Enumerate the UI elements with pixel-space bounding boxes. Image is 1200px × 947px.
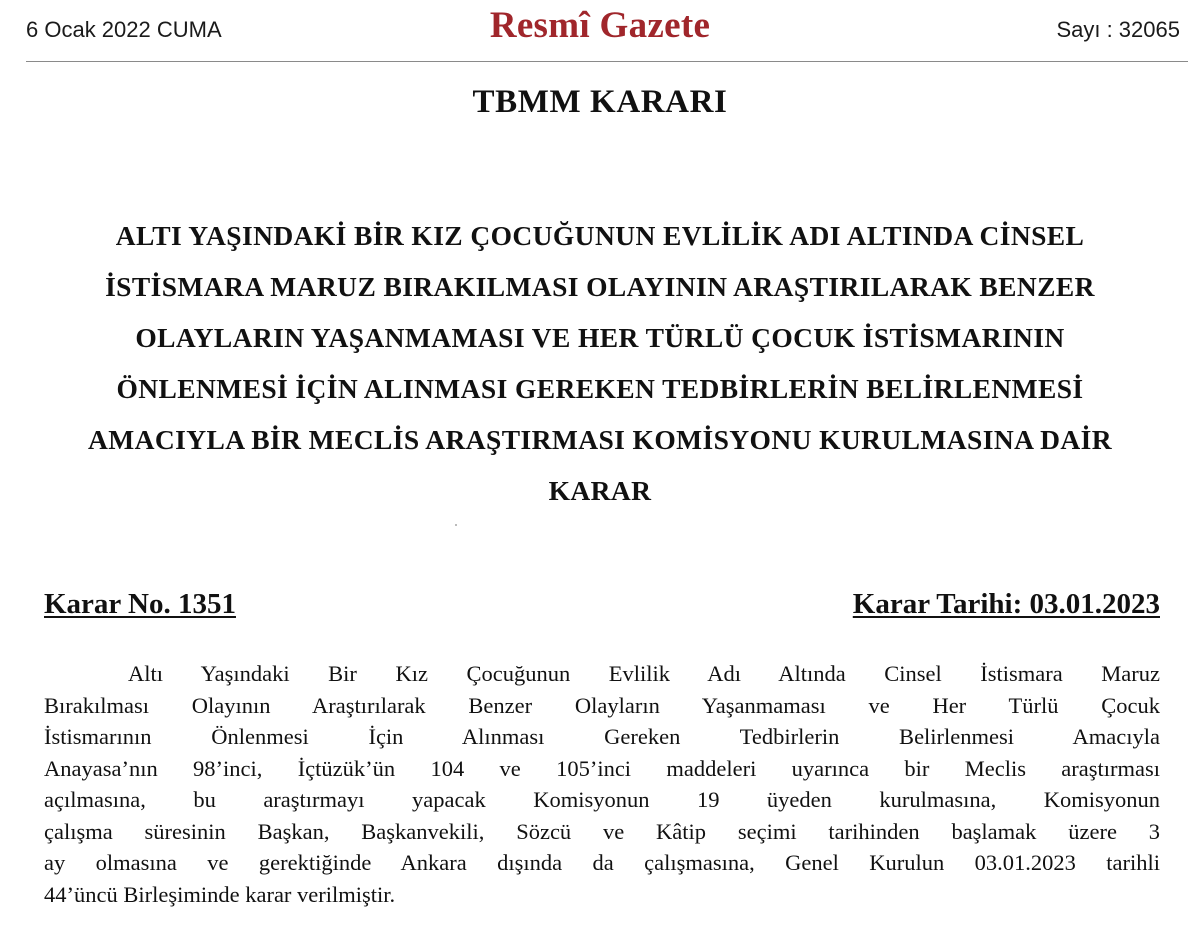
body-line: 44’üncü Birleşiminde karar verilmiştir. [44,881,396,907]
decision-title [40,210,1160,516]
header-divider [26,61,1188,62]
body-line: ay olmasına ve gerektiğinde Ankara dışında da çalışmasına, Genel Kurulun 03.01.2023 tarihli [44,850,1160,875]
decision-number: Karar No. 1351 [44,588,236,620]
body-line: Anayasa’nın 98’inci, İçtüzük’ün 104 ve 105’inci maddeleri uyarınca bir Meclis araştırması [44,755,1160,781]
decision-title-line: KARAR [548,475,652,506]
section-title: TBMM KARARI [472,84,728,120]
body-line: Bırakılması Olayının Araştırılarak Benzer Olayların Yaşanmaması ve Her Türlü Çocuk [44,692,1160,718]
publication-date: 6 Ocak 2022 CUMA [26,17,222,42]
decision-title-line: OLAYLARIN YAŞANMAMASI VE HER TÜRLÜ ÇOCUK İSTİSMARININ [135,322,1065,353]
body-line: İstismarının Önlenmesi İçin Alınması Gereken Tedbirlerin Belirlenmesi Amacıyla [44,724,1160,749]
decision-date: Karar Tarihi: 03.01.2023 [852,588,1160,620]
decision-body [44,658,1160,910]
decision-title-line: İSTİSMARA MARUZ BIRAKILMASI OLAYININ ARAŞTIRILARAK BENZER [105,271,1095,302]
gazette-header [0,0,1200,60]
decision-title-line: ALTI YAŞINDAKİ BİR KIZ ÇOCUĞUNUN EVLİLİK ADI ALTINDA CİNSEL [115,220,1085,251]
decision-title-line: ÖNLENMESİ İÇİN ALINMASI GEREKEN TEDBİRLERİN BELİRLENMESİ [116,373,1084,404]
decision-meta [44,588,1160,628]
decision-title-line: AMACIYLA BİR MECLİS ARAŞTIRMASI KOMİSYONU KURULMASINA DAİR [87,424,1112,455]
scan-speck [455,524,457,526]
body-line: açılmasına, bu araştırmayı yapacak Komisyonun 19 üyeden kurulmasına, Komisyonun [44,787,1160,812]
body-line: Altı Yaşındaki Bir Kız Çocuğunun Evlilik Adı Altında Cinsel İstismara Maruz [128,661,1160,686]
issue-number: Sayı : 32065 [1056,17,1180,42]
body-line: çalışma süresinin Başkan, Başkanvekili, Sözcü ve Kâtip seçimi tarihinden başlamak üzere 3 [44,818,1160,844]
gazette-title: Resmî Gazete [489,5,711,46]
